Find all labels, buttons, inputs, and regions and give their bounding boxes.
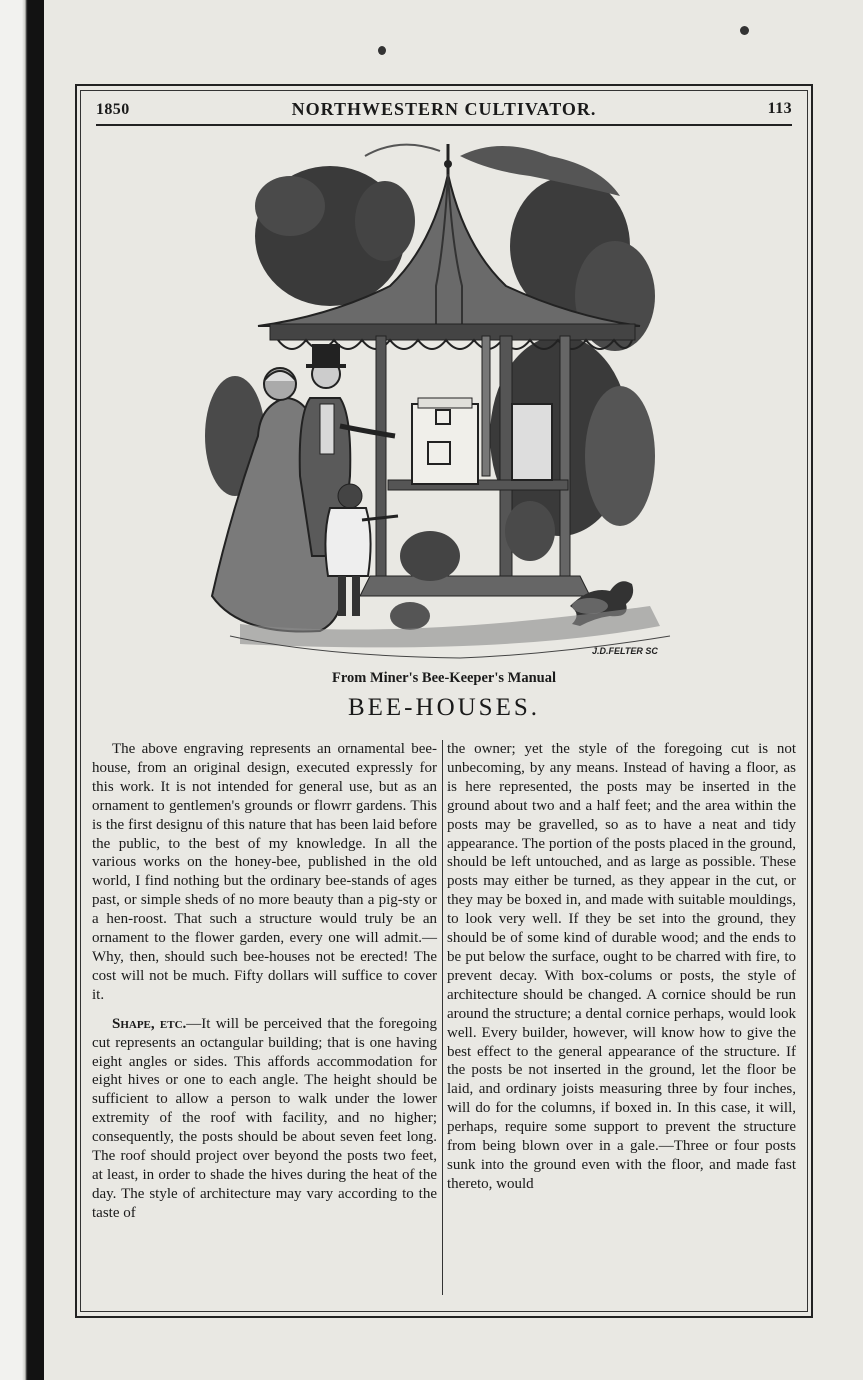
section-lead: Shape, etc. xyxy=(112,1015,187,1032)
article-heading: BEE-HOUSES. xyxy=(347,694,541,721)
header-year: 1850 xyxy=(96,101,130,118)
article-paragraph-shape xyxy=(92,1015,437,1223)
bee-house-engraving-illustration xyxy=(200,136,680,668)
engraver-signature: J.D.FELTER SC xyxy=(592,646,658,656)
article-column-left xyxy=(92,740,437,1223)
page-speck xyxy=(740,26,749,35)
bee-house-engraving-icon xyxy=(200,136,680,668)
running-header xyxy=(96,97,792,123)
header-title: NORTHWESTERN CULTIVATOR. xyxy=(291,99,597,119)
paragraph-text: —It will be perceived that the foregoing cut represents an octangular building; that is one having eight angles or sides. This affords accommodation for eight hives or one to each angle. The height should be sufficient to allow a person to walk under the lower extremity of the roof with facility, and no higher; consequently, the posts should be about seven feet long. The roof should project over beyond the posts two feet, at least, in order to shade the hives during the heat of the day. The style of architecture may vary according to the taste of xyxy=(92,1015,437,1221)
article-column-right xyxy=(447,740,796,1194)
scan-margin-left xyxy=(0,0,28,1380)
column-divider xyxy=(442,740,443,1295)
page-number: 113 xyxy=(767,100,792,117)
article-paragraph: the owner; yet the style of the foregoing cut is not unbecoming, by any means. Instead of having a floor, as is here represented, the posts may be inserted in the ground about two and a half feet; and the area within the posts may be gravelled, so as to have a neat and tidy appearance. The portion of the posts placed in the ground, should be left untouched, and as large as possible. These posts may either be turned, as they appear in the cut, or they may be boxed in, and made with suitable mouldings, to look very well. If they be set into the ground, they should be of some kind of durable wood; and the ends to be put below the surface, ought to be charred with fire, to prevent decay. With box-colums or posts, the style of architecture should be changed. A cornice should be run around the structure; a dental cornice perhaps, would look well. Every builder, however, will know how to give the best effect to the general appearance of the structure. If the posts be not inserted in the ground, let the floor be laid, and ordinary joists measuring three by four inches, will do for the columns, if boxed in. In this case, it will, perhaps, require some support to prevent the structure from being blown over in a gale.—Three or four posts sunk into the ground even with the floor, and made fast thereto, would xyxy=(447,741,796,1192)
page-speck xyxy=(378,46,386,55)
article-paragraph: The above engraving represents an ornamental bee-house, from an original design, executed expressly for this work. It is not intended for general use, but as an ornament to gentlemen's grounds or flowrr gardens. This is the first designu of this nature that has been laid before the public, to the best of my knowledge. In all the various works on the honey-bee, published in the old world, I find nothing but the ordinary bee-stands of ages past, or simple sheds of no more beauty than a pig-sty or a hen-roost. That such a structure would truly be an ornament to the flower garden, every one will admit.—Why, then, should such bee-houses not be erected! The cost will not be much. Fifty dollars will suffice to cover it. xyxy=(92,741,437,1003)
header-rule xyxy=(96,124,792,126)
illustration-caption: From Miner's Bee-Keeper's Manual xyxy=(331,670,557,686)
scan-binding-shadow xyxy=(28,0,44,1380)
